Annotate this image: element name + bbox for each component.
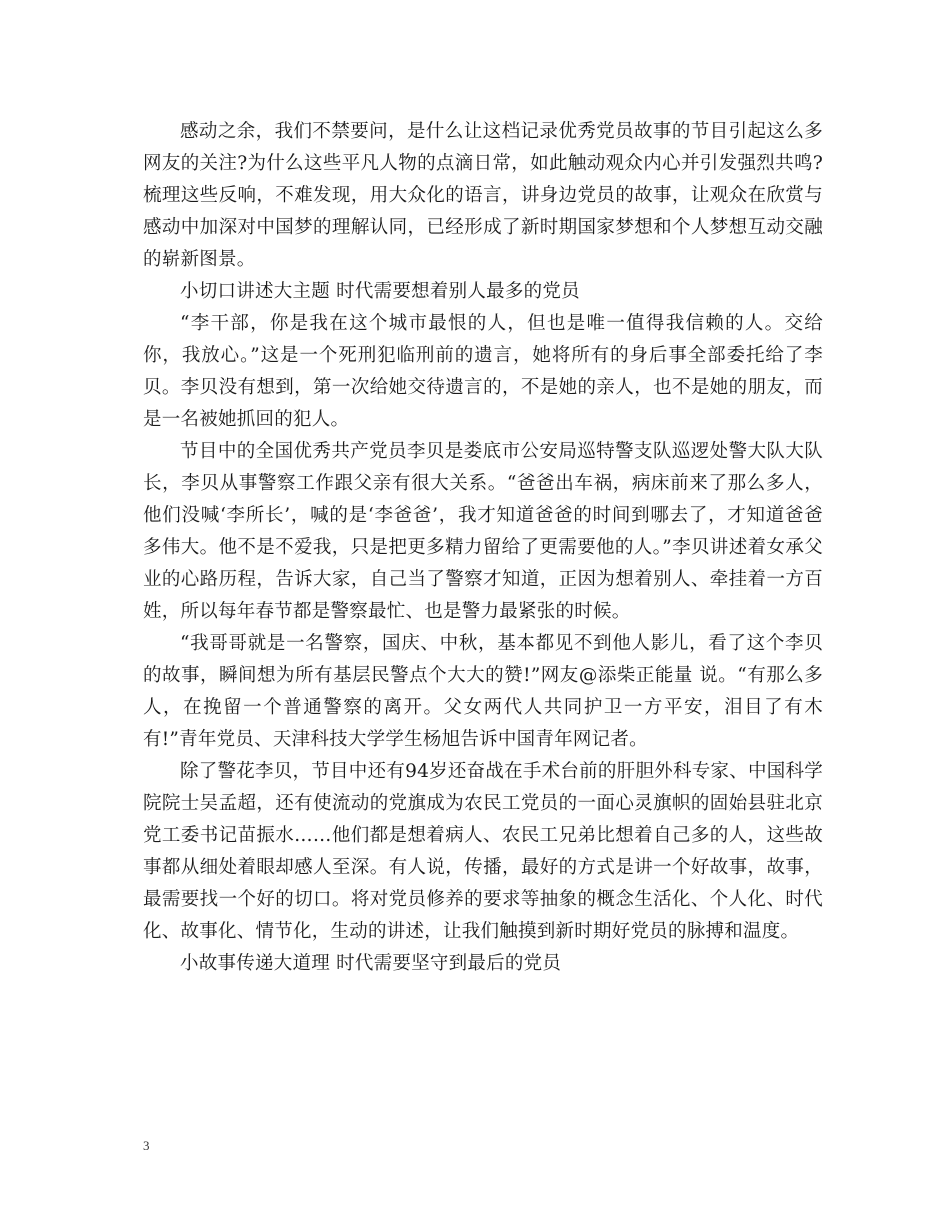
section-heading-1: 小切口讲述大主题 时代需要想着别人最多的党员 — [180, 281, 580, 302]
paragraph-netizen-comments: “我哥哥就是一名警察，国庆、中秋，基本都见不到他人影儿，看了这个李贝的故事，瞬间想为所有基层民警点个大大的赞!”网友@添柴正能量 说。“有那么多人，在挽留一个普通警察的离开。父女两代人共同护卫一方平安，泪目了有木有!”青年党员、天津科技大学学生杨旭告诉中国青年网记者。 — [143, 633, 823, 750]
paragraph-intro: 感动之余，我们不禁要问，是什么让这档记录优秀党员故事的节目引起这么多网友的关注?为什么这些平凡人物的点滴日常，如此触动观众内心并引发强烈共鸣?梳理这些反响，不难发现，用大众化的语言，讲身边党员的故事，让观众在欣赏与感动中加深对中国梦的理解认同，已经形成了新时期国家梦想和个人梦想互动交融的崭新图景。 — [143, 121, 823, 270]
section-heading-2: 小故事传递大道理 时代需要坚守到最后的党员 — [180, 953, 562, 974]
paragraph-li-bei-story: 节目中的全国优秀共产党员李贝是娄底市公安局巡特警支队巡逻处警大队大队长，李贝从事警察工作跟父亲有很大关系。“爸爸出车祸，病床前来了那么多人，他们没喊‘李所长’，喊的是‘李爸爸’，我才知道爸爸的时间到哪去了，才知道爸爸多伟大。他不是不爱我，只是把更多精力留给了更需要他的人。”李贝讲述着女承父业的心路历程，告诉大家，自己当了警察才知道，正因为想着别人、牵挂着一方百姓，所以每年春节都是警察最忙、也是警力最紧张的时候。 — [143, 441, 823, 622]
paragraph-quote-li-bei: “李干部，你是我在这个城市最恨的人，但也是唯一值得我信赖的人。交给你，我放心。”这是一个死刑犯临刑前的遗言，她将所有的身后事全部委托给了李贝。李贝没有想到，第一次给她交待遗言的，不是她的亲人，也不是她的朋友，而是一名被她抓回的犯人。 — [143, 313, 823, 430]
page-number: 3 — [143, 1138, 150, 1153]
paragraph-other-stories: 除了警花李贝，节目中还有94岁还奋战在手术台前的肝胆外科专家、中国科学院院士吴孟超，还有使流动的党旗成为农民工党员的一面心灵旗帜的固始县驻北京党工委书记苗振水……他们都是想着病人、农民工兄弟比想着自己多的人，这些故事都从细处着眼却感人至深。有人说，传播，最好的方式是讲一个好故事，故事，最需要找一个好的切口。将对党员修养的要求等抽象的概念生活化、个人化、时代化、故事化、情节化，生动的讲述，让我们触摸到新时期好党员的脉搏和温度。 — [143, 761, 823, 942]
document-body — [143, 116, 823, 980]
